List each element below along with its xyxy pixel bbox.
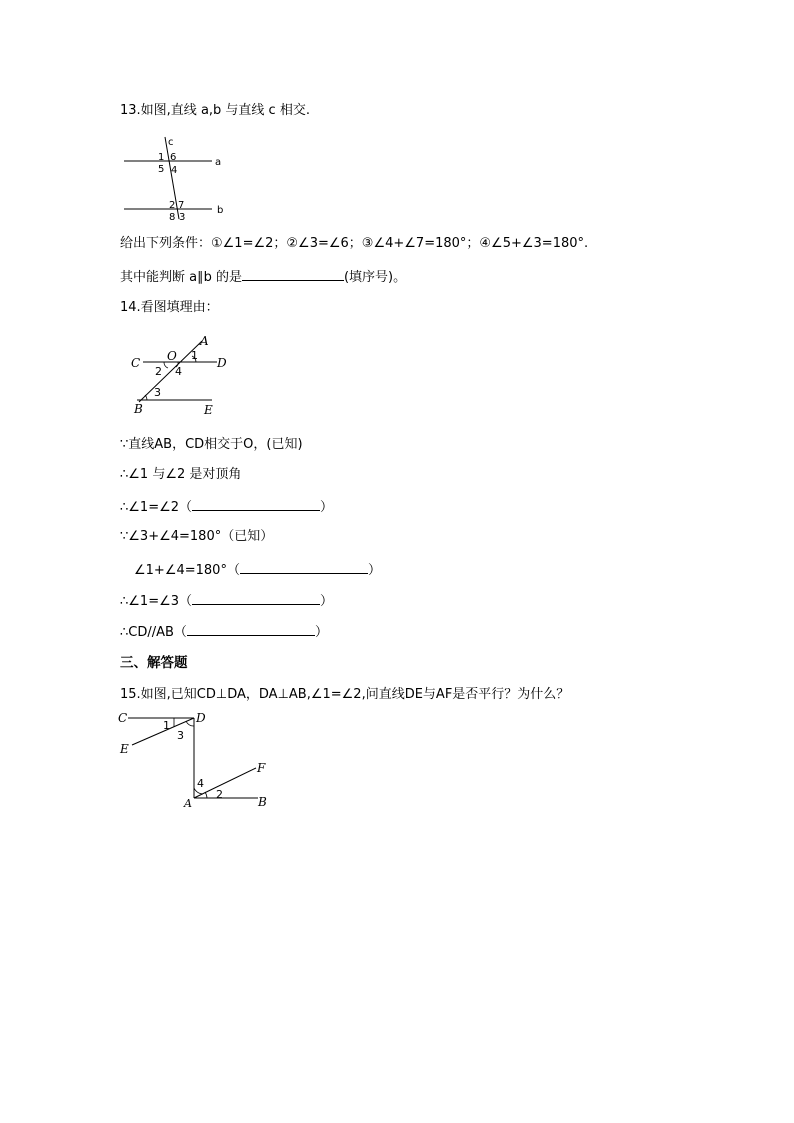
q14-line-2-pre: ∴∠1=∠2（ [120, 500, 193, 515]
q14-line-5 [120, 592, 333, 610]
q14-line-3 [120, 529, 273, 545]
q15-label-F: F [257, 761, 266, 775]
q13-answer-blank[interactable] [242, 268, 344, 281]
q14-line-1-text: ∴∠1 与∠2 是对顶角 [120, 467, 242, 482]
q14-reason-blank-2[interactable] [240, 561, 368, 574]
q14-label-2: 2 [155, 365, 162, 378]
q14-label-4: 4 [175, 365, 182, 378]
q14-line-4 [134, 561, 381, 579]
q14-reason-blank-1[interactable] [192, 498, 320, 511]
q15-label-2: 2 [216, 788, 223, 801]
q15-label-D: D [196, 711, 206, 725]
q13-label-4: 4 [171, 165, 178, 176]
q13-label-a: a [215, 157, 222, 168]
q13-question-post: (填序号)。 [343, 270, 407, 285]
q14-label-E: E [204, 403, 213, 417]
q13-label-2: 2 [169, 200, 176, 211]
q14-reason-blank-4[interactable] [187, 623, 315, 636]
q13-figure [120, 135, 230, 223]
q14-label-3: 3 [154, 386, 161, 399]
q14-label-B: B [134, 402, 143, 416]
q15-label-B: B [258, 795, 267, 809]
q15-label-3: 3 [177, 729, 184, 742]
q15-figure [118, 710, 278, 810]
q14-line-5-post: ） [320, 594, 334, 609]
q14-line-5-pre: ∴∠1=∠3（ [120, 594, 193, 609]
q13-label-7: 7 [178, 200, 185, 211]
q14-line-4-pre: ∠1+∠4=180°（ [134, 563, 240, 578]
q13-label-6: 6 [170, 152, 177, 163]
q14-line-4-post: ） [367, 563, 381, 578]
q15-label-C: C [118, 711, 128, 725]
q14-figure [130, 333, 240, 418]
q13-question [120, 268, 406, 286]
q14-stem: 14.看图填理由： [120, 300, 219, 315]
q13-label-c: c [168, 137, 174, 148]
q14-line-1 [120, 467, 241, 483]
q15-label-A: A [184, 797, 192, 810]
q14-label-1: 1 [191, 349, 198, 362]
q14-line-2-post: ） [320, 500, 334, 515]
q14-line-6 [120, 623, 328, 641]
q14-label-A: A [200, 334, 209, 348]
q14-line-2 [120, 498, 333, 516]
q14-label-D: D [217, 356, 227, 370]
q14-reason-blank-3[interactable] [192, 592, 320, 605]
q14-line-0-text: ∵直线AB，CD相交于O，(已知) [120, 437, 303, 452]
q14-label-O: O [167, 349, 177, 363]
q13-label-5: 5 [158, 164, 165, 175]
q14-line-0 [120, 437, 303, 453]
q13-label-3: 3 [179, 212, 186, 223]
q15-label-E: E [120, 742, 129, 756]
q13-question-pre: 其中能判断 a∥b 的是 [120, 270, 242, 285]
q15-label-4: 4 [197, 777, 204, 790]
q14-label-C: C [131, 356, 141, 370]
q15-label-1: 1 [163, 719, 170, 732]
q13-label-b: b [217, 205, 224, 216]
q15-stem: 15.如图,已知CD⊥DA，DA⊥AB,∠1=∠2,问直线DE与AF是否平行？为什么？ [120, 687, 570, 702]
q13-conditions: 给出下列条件：①∠1=∠2；②∠3=∠6；③∠4+∠7=180°；④∠5+∠3=180°. [120, 236, 589, 251]
q14-line-3-text: ∵∠3+∠4=180°（已知） [120, 529, 274, 544]
section-title: 三、解答题 [120, 655, 188, 671]
q13-stem: 13.如图,直线 a,b 与直线 c 相交. [120, 103, 310, 118]
q14-line-6-pre: ∴CD//AB（ [120, 625, 187, 640]
q13-label-1: 1 [158, 152, 165, 163]
q13-label-8: 8 [169, 212, 176, 223]
q14-line-6-post: ） [314, 625, 328, 640]
